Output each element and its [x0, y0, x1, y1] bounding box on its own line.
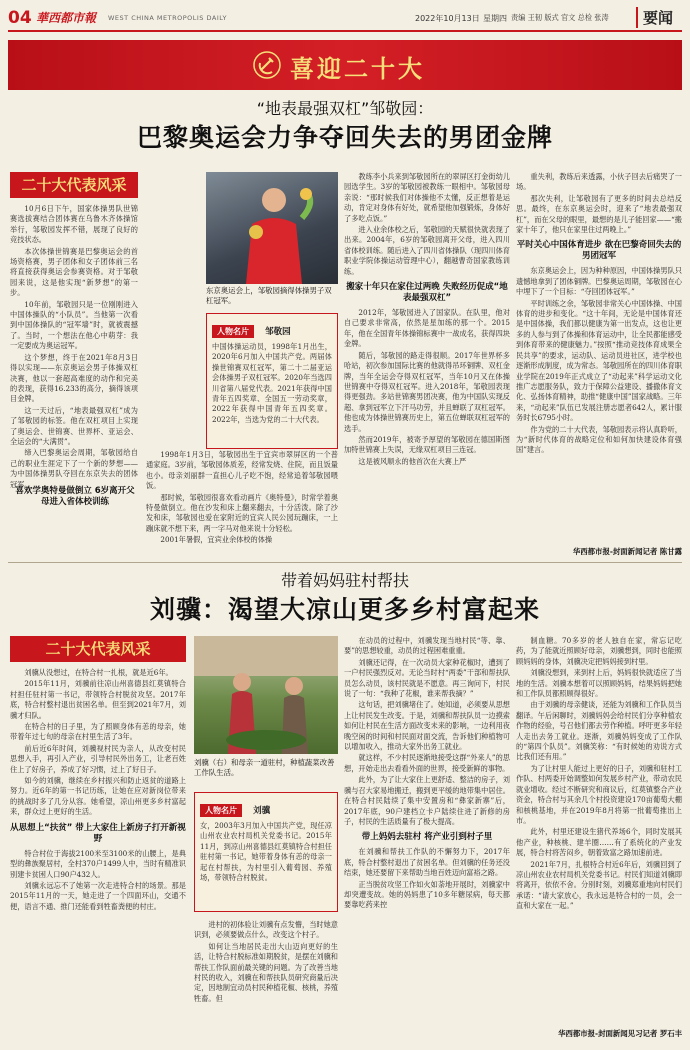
paragraph: 为了让村里人能过上更好的日子，刘骥和驻村工作队、村两委开始调整如何发展乡村产业，带动农民就业增收。经过不断研究和商议后，红莫镇整合产业资金，特合村与其余几个村投资建设170亩葡萄大棚和核桃基地，并在2019年8月将第一批葡萄推出上市。	[516, 763, 682, 825]
article2-series-banner: 二十大代表风采	[10, 636, 186, 662]
paragraph: 教练李小兵来到邹敬园所在的翠屏区打金街幼儿园选学生。3岁的邹敬园被教练一眼相中。邹敬园母亲说：“那时候我们对体操他不太懂，反正想着是运动，肯定对身体有好处，就希望他加强锻炼，身体好了多吃点饭。”	[344, 172, 510, 223]
profile-tag: 人物名片	[200, 804, 242, 817]
paper-english-name: WEST CHINA METROPOLIS DAILY	[108, 14, 227, 22]
paragraph: 在刘骥和帮扶工作队的不懈努力下，2017年底，特合村整村退出了贫困名单。但刘骥的任务还没结束，她还要留下来帮助当地百姓迈向富裕之路。	[344, 847, 510, 878]
paragraph: 在动员的过程中，刘骥发现当地村民“等、靠、要”的思想较重，动员的过程困难重重。	[344, 636, 510, 656]
article2-subheading-1: 从思想上“扶贫” 带上大家住上新房子打开新视野	[10, 822, 186, 844]
page-number: 04	[8, 8, 32, 28]
section-divider	[8, 562, 682, 563]
article2-column-3	[344, 636, 510, 1042]
article2-profile-card	[194, 792, 338, 912]
article1-column-3	[344, 172, 510, 558]
village-vegetable-garden-icon	[194, 636, 338, 754]
paragraph: 平时训练之余，邹敬园非常关心中国体操、中国体育的进步和变化。“这十年间，无论是中国体育还是中国体操，我们都以健康为第一出发点，这也让更多的人参与到了体操和体育运动中，让全民都能感受到体育带来的健康魅力。”按照“推动竞技体育成果全民共享”的要求，运动队、运动员进社区，进学校也逐渐形成制度，成为常态。邹敬园所在的四川体育职业学院在2019年正式成立了“动起来”科学运动文化推广志愿服务队，致力于保障公益建设、播撒体育文化、弘扬体育精神，助推“健康中国”国家战略。三年来，“动起来”队伍已发展注册志愿者642人，累计服务时长6795小时。	[516, 298, 682, 423]
hero-banner	[8, 40, 682, 90]
paragraph: 这句话，把刘骥堵住了。她知道，必须要从思想上让村民发生改变。于是，刘骥和帮扶队员一边摸索如何让村民在生活方面改变未来的影响，一边利用夜晚空闲的时间和村民面对面交流，告诉他们种植物可以增加收入，推动大家外出务工就业。	[344, 700, 510, 752]
hero-banner-title: 喜迎二十大	[290, 55, 425, 83]
article2-headline: 刘骥：渴望大凉山更多乡村富起来	[149, 595, 540, 624]
paragraph: 10月6日下午，国家体操男队世锦赛选拔赛结合团体赛在乌鲁木齐体操馆举行，邹敬园发挥不错，展现了良好的竞技状态。	[10, 204, 138, 245]
article2-photo-caption: 刘骥（右）和母亲一道驻村，种植蔬菜改善工作队生活。	[194, 758, 335, 777]
article1-column-4	[516, 172, 682, 544]
paragraph: 就这样，不少村民逐渐地接受这群“外来人”的思想，开始走出去看看外面的世界，接受新鲜的事物。	[344, 753, 510, 773]
paragraph: 进村的初体验让刘骥有点发懵，当时她意识到，必须要做点什么，改变这个村子。	[194, 920, 338, 940]
hammer-sickle-icon	[252, 50, 282, 80]
paragraph: 2021年7月，扎根特合村近6年后，刘骥回到了凉山州农业农村局机关党委书记。村民们知道刘骥即将离开，依依不舍。分别时刻，刘骥郑重地向村民们承诺：“请大家放心，我永远是特合村的一员，会一直和大家在一起。”	[516, 859, 682, 911]
section-label: 要闻	[636, 7, 673, 28]
article1-photo-caption: 东京奥运会上，邹敬园摘得体操男子双杠冠军。	[206, 286, 332, 305]
editor-credits: 责编 王韧 版式 官文 总检 张涛	[511, 13, 609, 22]
article1-subheading-2: 搬家十年只在家住过两晚 失败经历促成“地表最强双杠”	[346, 282, 508, 304]
page-header	[8, 6, 682, 32]
paragraph: 此外，村里还建设生猪代养场6个，同时发展其他产业，种核桃、建羊圈……有了系统化的产业发展，特合村将苦闷乡，朝着致富之路加速前进。	[516, 827, 682, 858]
profile-tag: 人物名片	[212, 325, 254, 338]
article1-column-2	[146, 450, 338, 560]
article1-subheading-1: 喜欢学奥特曼做倒立 6岁离开父母进入省体校训练	[15, 486, 135, 507]
paragraph: 这一天过后，“地表最强双杠”成为了邹敬园的标签。他在双杠项目上实现了奥运会、世锦赛、世界杯、亚运会、全运会的“大满贯”。	[10, 405, 138, 446]
issue-weekday: 星期四	[483, 14, 507, 23]
article2-subheading-2: 带上妈妈去驻村 将产业引到村子里	[361, 832, 493, 843]
profile-text: 中国体操运动员，1998年1月出生，2020年6月加入中国共产党。两届体操世锦赛双杠冠军，第二十二届亚运会体操男子双杠冠军。2020年当选四川省第八届党代表。2021年获得中国青年五四奖章、全国五一劳动奖章，2022年获得中国青年五四奖章。2022年，当选为党的二十大代表。	[212, 342, 332, 424]
gymnast-figure-icon	[206, 172, 338, 284]
paragraph: 那次失利，让邹敬园有了更多的时间去总结反思。最终，在东京奥运会时，迎来了“地表最强双杠”，而在父母的眼里，最想的是儿子能回家——“搬家十年了，他只在家里住过两晚上。”	[516, 193, 682, 235]
article2-photo	[194, 636, 338, 754]
paragraph: 刘骥还记得，在一次动员大家种花椒时，遭到了一户村民强烈反对。无论当时村“两委”干部和帮扶队员怎么动员，该村民就是不愿意。再三询问下，村民说了一句：“我种了花椒，谁来帮我摘？”	[344, 657, 510, 699]
paragraph: 那时候，邹敬园很喜欢看动画片《奥特曼》，时常学着奥特曼做倒立。他在沙发和床上翻来翻去，十分活泼。除了沙发和床，邹敬园也爱在家附近的宜宾人民公园玩蹦床，一上蹦床就不想下来，两一字马对他来说十分轻松。	[146, 492, 338, 533]
article1-series-banner: 二十大代表风采	[10, 172, 138, 198]
paragraph: 然而2019年，被寄予厚望的邹敬园在德国斯图加特世锦赛上失误，无缘双杠项目三连冠。	[344, 434, 510, 455]
article2-signature: 华西都市报-封面新闻见习记者 罗石丰	[558, 1029, 682, 1038]
article2-column-2	[194, 920, 338, 1042]
paragraph: 刘骥没想到，来到村上后，妈妈很快就适应了当地的生活。刘骥本想着可以照顾妈妈，结果妈妈把她和工作队员都照顾得很好。	[516, 668, 682, 699]
paragraph: 此外，为了让大家住上更舒适、整洁的房子，刘骥与召大家易地搬迁，搬到更平缓的地带集中居住。在特合村民陆续了集中安置房和“彝家新寨”后，2017年底，90户建档立卡户陆续住进了新修的房子，村民的生活质量有了极大提高。	[344, 775, 510, 826]
paragraph: 2012年，邹敬园进入了国家队。在队里，他对自己要求非常高，依然是星加练的那一个。2015年，他在全国青年体操锦标赛中一战成名，获得四块金牌。	[344, 308, 510, 349]
paragraph: 正当脱贫攻坚工作如火如荼地开展时，刘骥家中却突遭变故。她的妈妈患了10多年糖尿病，每天都要靠吃药来控	[344, 879, 510, 910]
paragraph: 刘骥从没想过，在特合村一扎根，就是近6年。	[24, 668, 173, 677]
article1-photo	[206, 172, 338, 284]
article1-profile-card	[206, 313, 338, 449]
paper-logo: 華西都市報	[36, 11, 97, 25]
paragraph: 东京奥运会上，因为种种原因，中国体操男队只遗憾地拿到了团体铜牌。巴黎奥运周期，邹敬园在心中埋下了一个目标：“夺回团体冠军。”	[516, 266, 682, 297]
article2-column-1	[10, 636, 186, 1042]
paragraph: 作为党的二十大代表，邹敬园表示将认真聆听，为“新时代体育的战略定位和如何加快建设体育强国”建言。	[516, 424, 682, 455]
issue-date: 2022年10月13日	[415, 14, 480, 23]
paragraph: 由于刘骥的母亲健谈，还能为刘骥和工作队员当翻译。午后闲聊时，刘骥妈妈会给村民们分享种植农作物的经验，号召他们都去劳作种植。呼吁更多年轻人走出去务工就业。逐渐，刘骥妈妈变成了工作队的“第四个队员”。刘骥笑称：“有时候她的劝说方式比我们还有用。”	[516, 700, 682, 762]
paragraph: 这是被风顺永的他首次在大赛上严	[358, 456, 467, 466]
paragraph: 如何让当地居民走出大山迈向更好的生活，让特合村脱标准如期脱贫，是摆在刘骥和帮扶工作队面前最关键的问题。为了改善当地村民的收入，刘骥在和帮扶队员研究商量后决定，因地制宜动员村民种植花椒、核桃，养殖牲畜。但	[194, 941, 338, 1003]
article2-kicker: 带着妈妈驻村帮扶	[280, 571, 409, 590]
article1-kicker: “地表最强双杠”邹敬园：	[256, 99, 434, 118]
paragraph: 特合村位于海拔2100米至3100米的山腰上，是典型的彝族聚居村，全村370户1499人中，当时有精准识别建卡贫困人口90户432人。	[10, 848, 186, 879]
paragraph: 10年前，邹敬园只是一位刚刚进入中国体操队的“小队员”。当他第一次看到中国体操队的“冠军墙”时，就被震撼了。当时，一个想法在他心中萌芽：我一定要成为奥运冠军。	[10, 299, 138, 351]
paragraph: 如今的刘骥，继续在乡村振兴和防止返贫的道路上努力。近6年的第一书记历练，让她在应对新岗位带来的挑战时多了几分从容。她希望，凉山州更多乡村富起来，群众过上更好的生活。	[10, 776, 186, 817]
paragraph: 在特合村的日子里，为了照顾身体有恙的母亲，她带着年过七旬的母亲在村里生活了3年。	[10, 722, 186, 742]
paragraph: 进入业余体校之后，邹敬园的天赋很快就表现了出来。2004年，6岁的邹敬园离开父母，进入四川省体校训练。随后进入了四川省体操队（现四川体育职业学院体操运动管理中心），翻越曹奇国家教练训练。	[344, 225, 510, 276]
paragraph: 2001年暑假，宜宾业余体校的体操	[160, 535, 273, 545]
paragraph: 制血糖。70多岁的老人独自在家，常忘记吃药，为了能就近照顾好母亲，刘骥想到，同时也能照顾妈妈的身体，刘骥决定把妈妈接到村里。	[516, 636, 682, 666]
profile-name: 刘骥	[253, 806, 271, 816]
article1-subheading-3: 平时关心中国体育进步 欲在巴黎奇回失去的男团冠军	[516, 240, 682, 262]
article2-column-4	[516, 636, 682, 1022]
paragraph: 重失利，教练后来透露，小伙子回去后痛哭了一场。	[516, 172, 682, 192]
paragraph: 2015年11月，刘骥前往凉山州喜德县红莫镇特合村担任驻村第一书记，带领特合村脱贫攻坚。2017年底，特合村整村退出贫困名单。但至到2021年7月，刘骥才归队。	[10, 679, 186, 720]
paragraph: 随后，邹敬园的路走得很顺。2017年世界杯多哈站，初次参加国际比赛的他就得吊环铜牌、双杠金牌，当年全运会夺得双杠冠军，当年10月又在体操世锦赛中夺得双杠冠军。进入2018年，邹敬园表现得更强劲。多站世锦赛男团决赛，他为中国队实现反超、拿到冠军立下汗马功劳，并且蝉联了双杠冠军。他也成为体操世锦赛历史上，第五位蝉联双杠冠军的选手。	[344, 350, 510, 433]
profile-text: 女，2003年3月加入中国共产党，现任凉山州农业农村局机关党委书记。2015年11月，到凉山州喜德县红莫镇特合村担任驻村第一书记，她带着身体有恙的母亲一起在村帮扶，为村里引入葡萄园、养殖场，带领特合村脱贫。	[200, 821, 332, 883]
profile-name: 邹敬园	[265, 327, 291, 337]
article1-signature: 华西都市报-封面新闻记者 陈甘露	[572, 547, 682, 556]
paragraph: 1998年1月3日，邹敬园出生于宜宾市翠屏区的一个普通家庭。3岁前，邹敬园体质差，经常发烧、住院，而且饭量也小。母亲刘丽群一直担心儿子吃不饱，经常追着邹敬园喂饭。	[146, 450, 338, 491]
paragraph: 刘骥永远忘不了她第一次走进特合村的场景。那是2015年11月的一天，她走进了一个四面环山，交通不便，语言不通、推门还能看到牲畜粪便的村庄。	[10, 880, 186, 911]
paragraph: 本次体操世锦赛是巴黎奥运会的首场资格赛，男子团体和女子团体前三名将直接获得奥运会参赛资格。对于邹敬园来说，这是他实现“新梦想”的第一步。	[10, 246, 138, 298]
paragraph: 这个梦想，终于在2021年8月3日得以实现——东京奥运会男子体操双杠决赛，他以一套超高难度的动作和完美的表现，获得16.233的高分，摘得该项目金牌。	[10, 352, 138, 404]
paragraph: 前后近6年时间，刘骥视村民为亲人，从改变村民思想入手，再引入产业，引导村民外出务工，让老百姓住上了好房子，养成了好习惯，过上了好日子。	[10, 743, 186, 774]
article1-headline: 巴黎奥运会力争夺回失去的男团金牌	[136, 123, 553, 152]
paragraph: 缔入巴黎奥运会周期，邹敬园给自己的职业生涯定下了一个新的梦想——为中国体操男队夺回在东京失去的团体冠军。	[10, 448, 138, 489]
